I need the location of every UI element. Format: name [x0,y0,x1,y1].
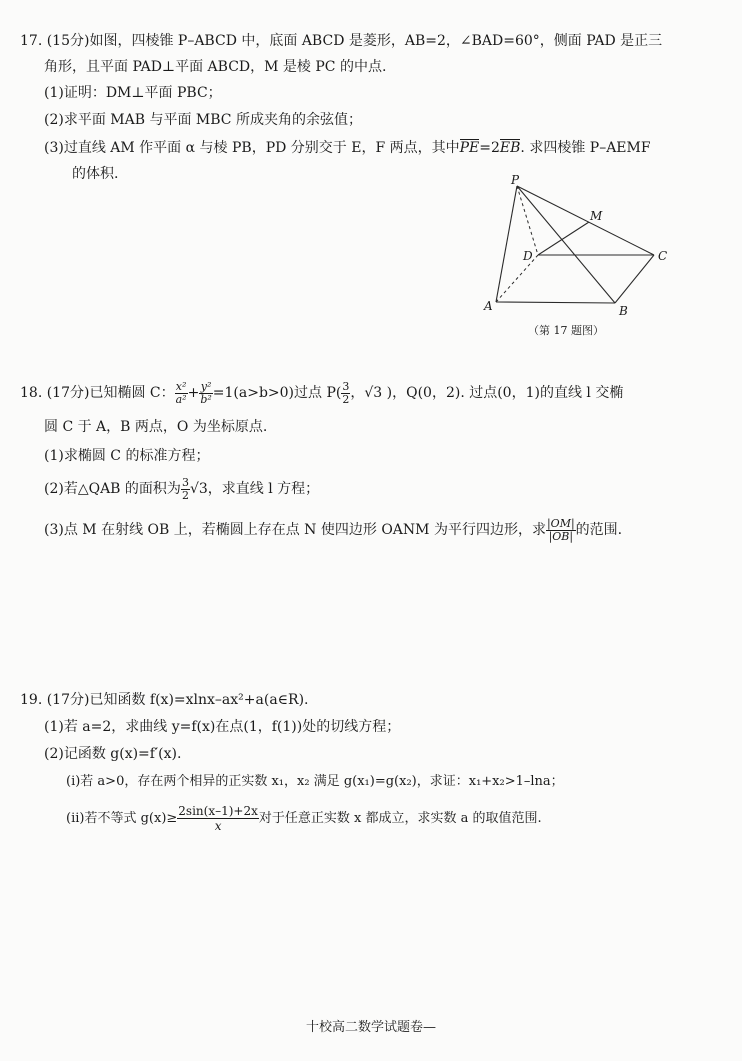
edge-ab [496,302,615,303]
frac-den: |OB| [548,529,574,543]
edge-pc [517,186,654,255]
vector-arrow-icon [460,139,480,140]
frac-num: 3 [342,379,350,393]
p18-q3-text-a: (3)点 M 在射线 OB 上，若椭圆上存在点 N 使四边形 OANM 为平行四边形，求 [44,522,546,538]
frac-den: 2 [342,392,350,406]
p19-statement: 19. (17分)已知函数 f(x)=xlnx–ax²+a(a∈R). [20,692,309,708]
p18-l1-text-b: =1(a>b>0)过点 P( [212,385,342,401]
p18-statement-line1 [20,378,623,408]
p18-q2-text-a: (2)若△QAB 的面积为 [44,481,181,497]
frac-num: 3 [181,475,189,489]
edge-pb [517,186,615,303]
p17-question-3 [44,138,651,158]
p18-l1-text-c: ，√3 )，Q(0，2). 过点(0，1)的直线 l 交椭 [350,385,624,401]
page-footer: 十校高二数学试题卷— [305,1020,436,1035]
p18-q3-text-b: 的范围. [575,522,623,538]
p19-question-2: (2)记函数 g(x)=f′(x). [44,746,182,762]
p18-question-2 [44,474,319,504]
fraction-x2-a2 [175,381,188,406]
edge-bc [615,255,654,303]
p17-statement-line1: 17. (15分)如图，四棱锥 P–ABCD 中，底面 ABCD 是菱形，AB=2，∠BAD=60°，侧面 PAD 是正三 [20,33,663,49]
p19-qii-text-a: (ii)若不等式 g(x)≥ [66,811,178,826]
frac-den: x [214,819,222,833]
frac-den: 2 [181,488,189,502]
fraction-3-2 [181,477,190,502]
frac-num: 2sin(x–1)+2x [178,804,258,818]
edge-pa [496,186,517,302]
p17-statement-line2: 角形，且平面 PAD⊥平面 ABCD，M 是棱 PC 的中点. [44,59,387,75]
frac-den: b² [200,392,212,406]
edge-pd [517,186,538,255]
fraction-sin-over-x [177,804,259,833]
vector-eb [500,138,521,158]
pyramid-figure [470,170,680,345]
frac-num: y² [200,379,212,393]
p18-statement-line2: 圆 C 于 A，B 两点，O 为坐标原点. [44,419,268,435]
plus-sign: + [187,385,200,401]
p17-question-2: (2)求平面 MAB 与平面 MBC 所成夹角的余弦值； [44,112,362,128]
p18-q2-text-b: √3，求直线 l 方程； [189,481,320,497]
label-a: A [484,299,493,313]
p19-qii-text-b: 对于任意正实数 x 都成立，求实数 a 的取值范围. [258,811,542,826]
vector-pe [460,138,480,158]
frac-num: x² [175,379,187,393]
p17-question-1: (1)证明：DM⊥平面 PBC； [44,85,222,101]
vector-pe-label: PE [459,140,480,156]
p18-question-3 [44,515,622,545]
p18-l1-text-a: 18. (17分)已知椭圆 C： [20,385,175,401]
fraction-om-ob [546,518,576,543]
label-m: M [590,209,603,223]
p17-q3-text-a: (3)过直线 AM 作平面 α 与棱 PB，PD 分别交于 E，F 两点，其中 [44,140,460,156]
fraction-y2-b2 [199,381,212,406]
p17-question-3-cont: 的体积. [72,166,119,182]
figure-caption: （第 17 题图） [528,324,604,337]
label-c: C [658,249,668,263]
label-p: P [511,173,520,187]
frac-num: |OM| [546,516,575,530]
vector-eb-label: EB [499,140,521,156]
segment-dm [538,222,589,255]
p18-question-1: (1)求椭圆 C 的标准方程； [44,448,210,464]
fraction-3-2 [341,381,350,406]
label-d: D [523,249,533,263]
p19-question-1: (1)若 a=2，求曲线 y=f(x)在点(1，f(1))处的切线方程； [44,719,401,735]
vector-arrow-icon [500,139,521,140]
frac-den: a² [175,392,187,406]
p17-q3-eq: =2 [479,140,500,156]
label-b: B [619,304,628,318]
p19-question-2-ii [66,802,542,836]
p17-q3-text-b: . 求四棱锥 P–AEMF [520,140,651,156]
p19-question-2-i: (i)若 a>0，存在两个相异的正实数 x₁，x₂ 满足 g(x₁)=g(x₂)，求证：x₁+x₂>1–lna； [66,774,564,789]
